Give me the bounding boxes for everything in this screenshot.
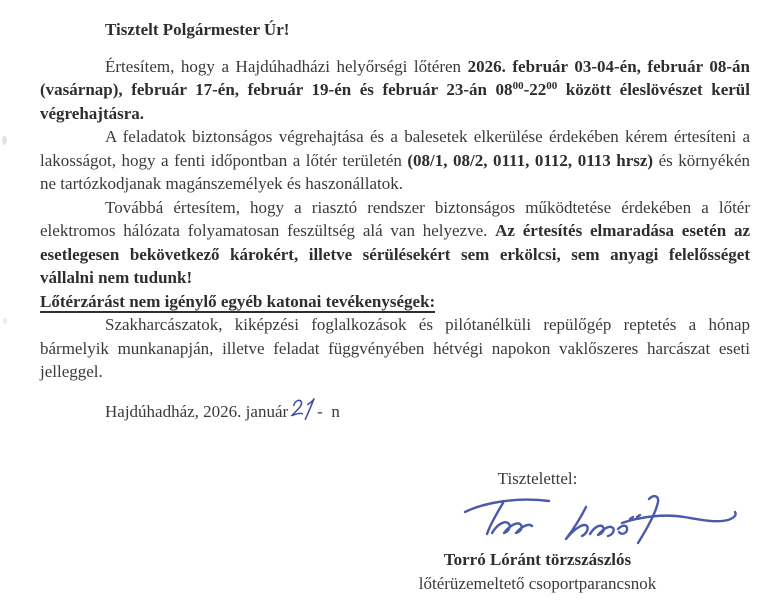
dateline-suffix: - n — [317, 401, 340, 421]
signatory-title: lőtérüzemeltető csoportparancsnok — [418, 573, 657, 593]
handwritten-signature-icon — [443, 492, 753, 548]
handwritten-day-21-icon — [289, 397, 315, 423]
greeting: Tisztelt Polgármester Úr! — [105, 20, 290, 39]
paragraph-other-activities: Szakharcászatok, kiképzési foglalkozások és pilótanélküli repülőgép reptetés a hónap bármelyik munkanapján, illetve feladat függvényében hétvégi napokon vaklőszeres harcászat eseti jelleggel. — [40, 315, 750, 381]
section-heading-underlined-text: Lőtérzárást nem igénylő egyéb katonai tevékenységek: — [40, 291, 436, 311]
handwritten-day-ink — [288, 402, 317, 421]
signatory-name: Torró Lóránt törzszászlós — [443, 550, 632, 569]
paragraph-live-fire-dates: Értesítem, hogy a Hajdúhadházi helyőrségi lőtéren 2026. február 03-04-én, február 08-án (vasárnap), február 17-én, február 19-én és február 23-án $08^{00}-22^{00}$ között éleslövészet kerül végrehajtásra. — [40, 56, 750, 123]
paragraph-area-warning: A feladatok biztonságos végrehajtása és a balesetek elkerülése érdekében kérem értesíteni a lakosságot, hogy a fenti időpontban a lőtér területén (08/1, 08/2, 0111, 0112, 0113 hrsz) és környékén ne tartózkodjanak magánszemélyek és haszonállatok. — [40, 127, 750, 193]
scan-artifact — [2, 136, 7, 145]
scan-artifact — [3, 318, 7, 324]
dateline-place-and-month: Hajdúhadház, 2026. január — [105, 401, 289, 421]
section-heading — [40, 290, 750, 314]
salutation: Tisztelettel: — [497, 468, 578, 488]
dateline — [105, 397, 750, 423]
paragraph-liability-warning: Továbbá értesítem, hogy a riasztó rendszer biztonságos működtetése érdekében a lőtér elektromos hálózata folyamatosan feszültség alá van helyezve. Az értesítés elmaradása esetén az esetlegesen bekövetkező károkért, illetve sérülésekért sem erkölcsi, sem anyagi felelősséget vállalni nem tudunk! — [40, 197, 750, 287]
